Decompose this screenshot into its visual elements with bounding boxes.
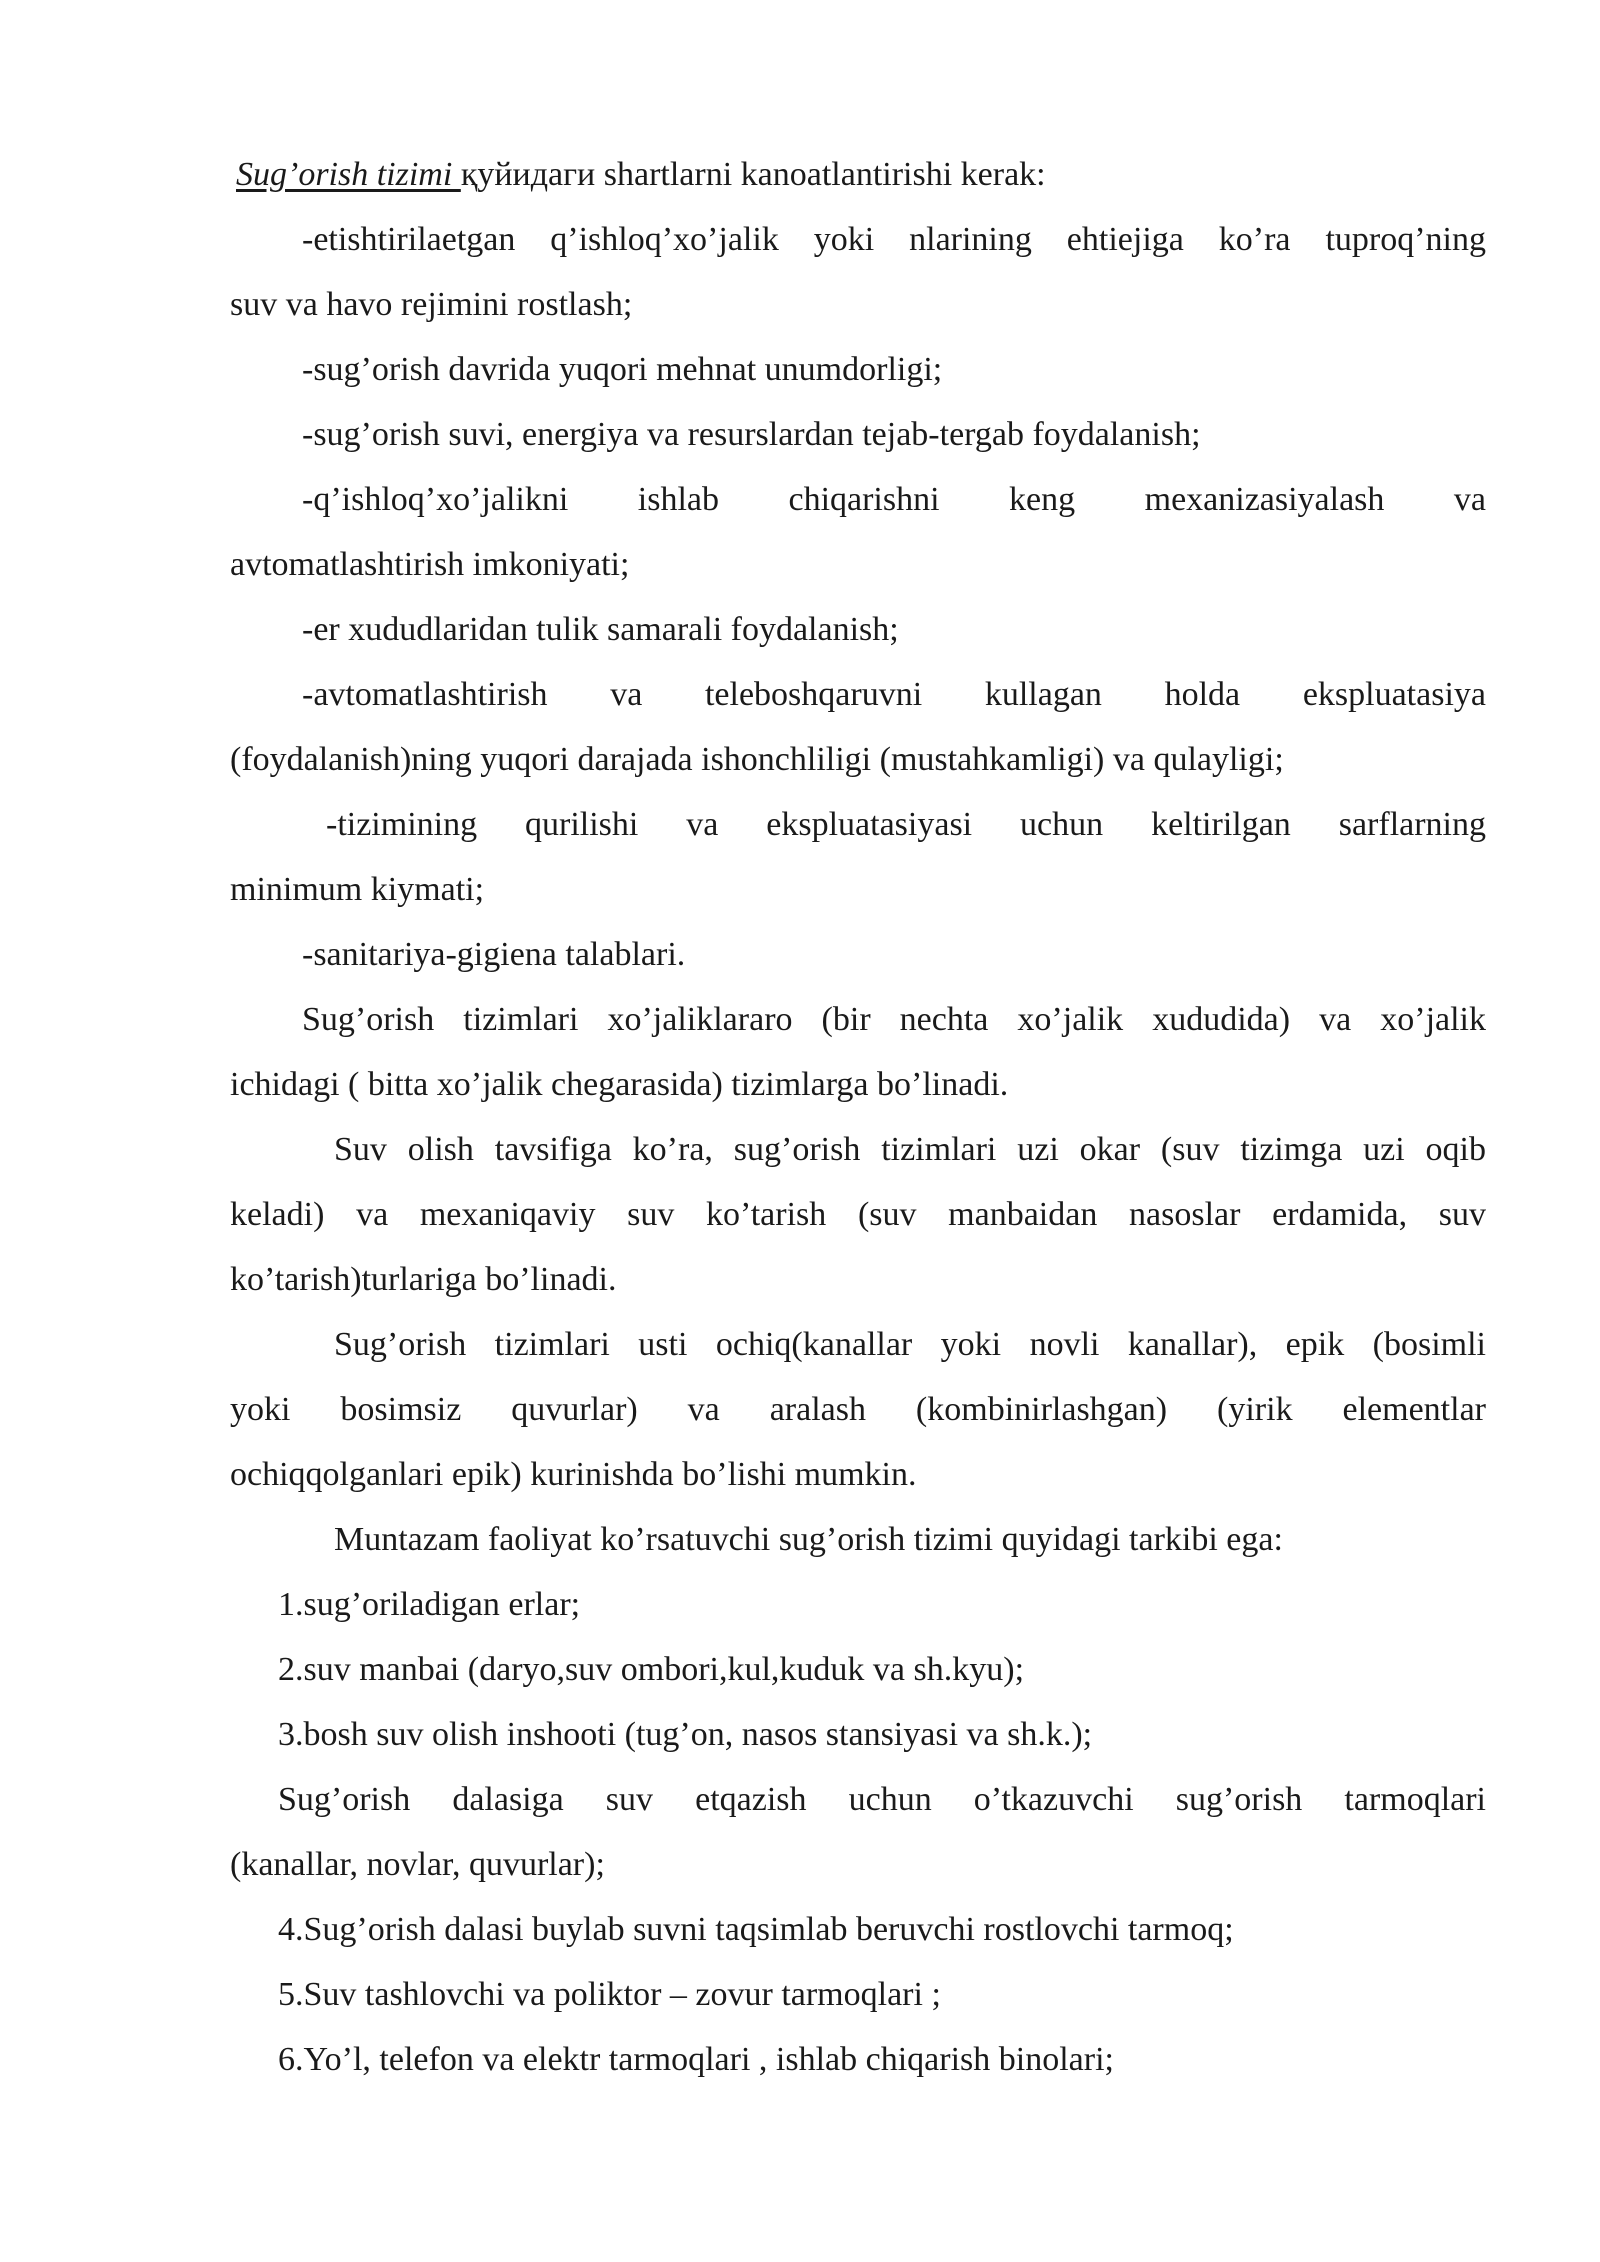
list-item: -er xududlaridan tulik samarali foydalanish;	[302, 611, 899, 648]
paragraph-line: yoki bosimsiz quvurlar) va aralash (kombinirlashgan) (yirik elementlar	[230, 1391, 1486, 1428]
numbered-item: 3.bosh suv olish inshooti (tug’on, nasos stansiyasi va sh.k.);	[278, 1716, 1093, 1753]
paragraph-line: Muntazam faoliyat ko’rsatuvchi sug’orish tizimi quyidagi tarkibi ega:	[334, 1521, 1283, 1558]
paragraph-line: keladi) va mexaniqaviy suv ko’tarish (suv manbaidan nasoslar erdamida, suv	[230, 1196, 1486, 1233]
text-line: (foydalanish)ning yuqori darajada ishonchliligi (mustahkamligi) va qulayligi;	[230, 741, 1284, 778]
intro-line	[236, 155, 1486, 195]
paragraph-line: Sug’orish tizimlari usti ochiq(kanallar yoki novli kanallar), epik (bosimli	[334, 1326, 1486, 1363]
numbered-item: 6.Yo’l, telefon va elektr tarmoqlari , ishlab chiqarish binolari;	[278, 2041, 1114, 2078]
paragraph-line: ichidagi ( bitta xo’jalik chegarasida) tizimlarga bo’linadi.	[230, 1066, 1009, 1103]
text-line: minimum kiymati;	[230, 871, 485, 908]
list-item: -tizimining qurilishi va ekspluatasiyasi uchun keltirilgan sarflarning	[326, 806, 1486, 843]
paragraph-line: ochiqqolganlari epik) kurinishda bo’lishi mumkin.	[230, 1456, 917, 1493]
numbered-item: 1.sug’oriladigan erlar;	[278, 1586, 581, 1623]
list-item: -q’ishloq’xo’jalikni ishlab chiqarishni keng mexanizasiyalash va	[302, 481, 1486, 518]
intro-title: Sug’orish tizimi	[236, 156, 461, 193]
numbered-item: 4.Sug’orish dalasi buylab suvni taqsimlab beruvchi rostlovchi tarmoq;	[278, 1911, 1234, 1948]
numbered-item: 5.Suv tashlovchi va poliktor – zovur tarmoqlari ;	[278, 1976, 941, 2013]
paragraph-line: Sug’orish tizimlari xo’jaliklararo (bir nechta xo’jalik xududida) va xo’jalik	[302, 1001, 1486, 1038]
list-item: -sanitariya-gigiena talablari.	[302, 936, 686, 973]
list-item: -avtomatlashtirish va teleboshqaruvni kullagan holda ekspluatasiya	[302, 676, 1486, 713]
text-line: avtomatlashtirish imkoniyati;	[230, 546, 630, 583]
text-line: suv va havo rejimini rostlash;	[230, 286, 633, 323]
paragraph-line: Suv olish tavsifiga ko’ra, sug’orish tizimlari uzi okar (suv tizimga uzi oqib	[334, 1131, 1486, 1168]
list-item: -sug’orish davrida yuqori mehnat unumdorligi;	[302, 351, 943, 388]
numbered-item: 2.suv manbai (daryo,suv ombori,kul,kuduk va sh.kyu);	[278, 1651, 1025, 1688]
paragraph-line: (kanallar, novlar, quvurlar);	[230, 1846, 605, 1883]
paragraph-line: Sug’orish dalasiga suv etqazish uchun o’tkazuvchi sug’orish tarmoqlari	[278, 1781, 1486, 1818]
list-item: -sug’orish suvi, energiya va resurslardan tejab-tergab foydalanish;	[302, 416, 1201, 453]
list-item: -etishtirilaetgan q’ishloq’xo’jalik yoki nlarining ehtiejiga ko’ra tuproq’ning	[302, 221, 1486, 258]
paragraph-line: ko’tarish)turlariga bo’linadi.	[230, 1261, 617, 1298]
intro-text: қуйидаги shartlarni kanoatlantirishi kerak:	[460, 156, 1046, 193]
